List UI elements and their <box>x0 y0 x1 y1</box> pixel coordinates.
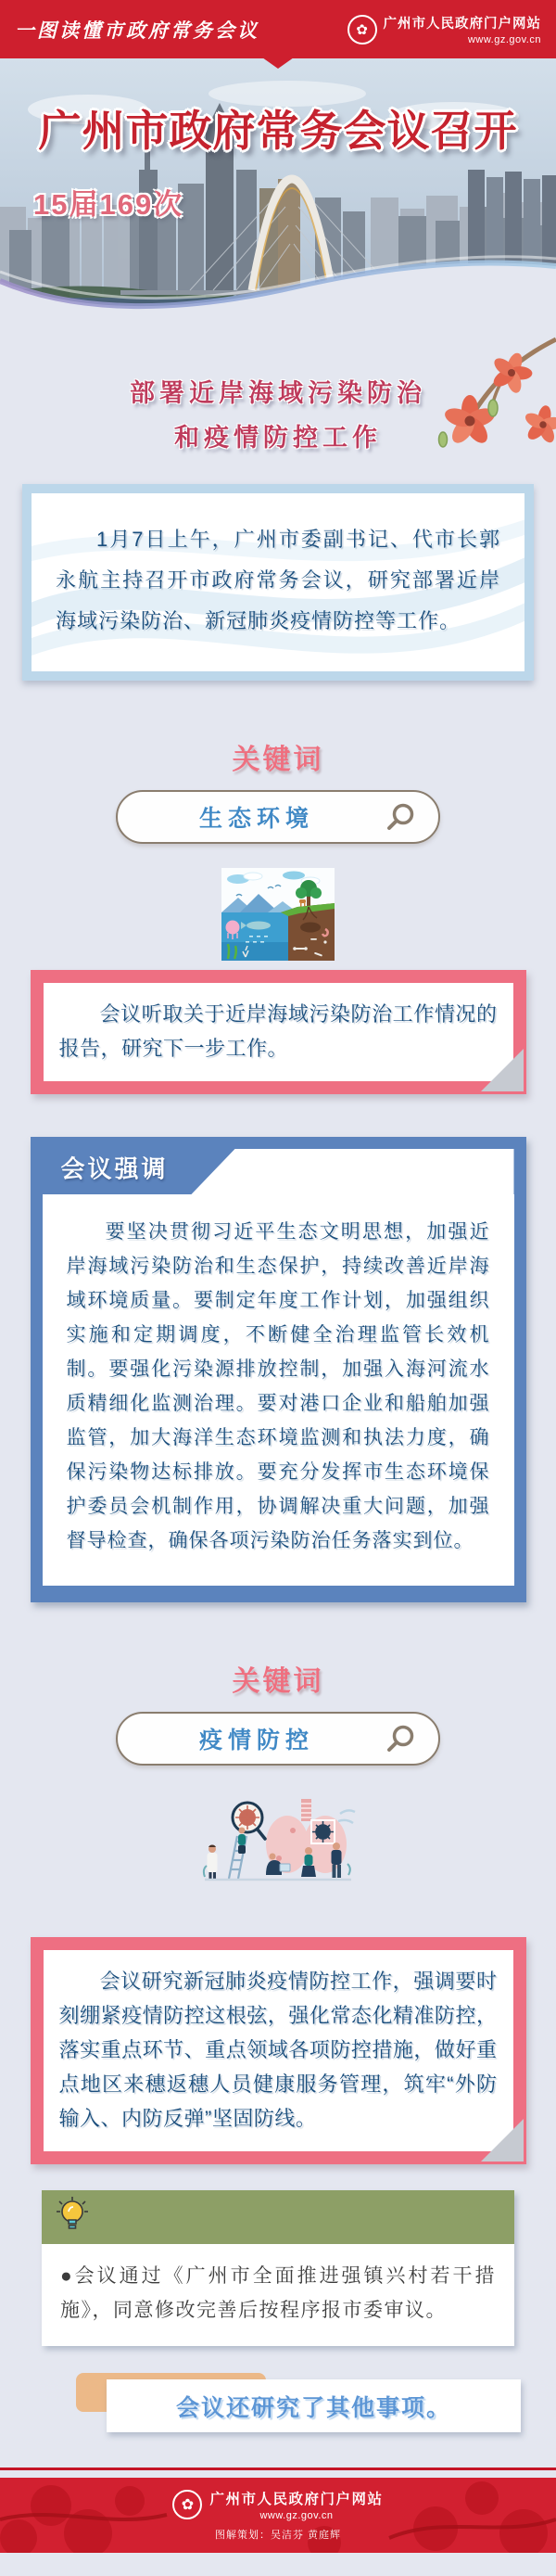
lightbulb-icon <box>53 2195 92 2239</box>
corner-fold-decoration <box>481 1049 524 1091</box>
ecosystem-illustration-wrap <box>0 868 556 961</box>
emphasis-body <box>43 1194 514 1586</box>
other-matters-block <box>0 2379 556 2437</box>
note-card-header <box>42 2190 514 2244</box>
subtitle-line-1: 部署近岸海域污染防治 <box>130 379 426 407</box>
corner-fold-decoration <box>481 2119 524 2162</box>
other-matters-card <box>107 2379 521 2432</box>
emphasis-tab-label: 会议强调 <box>60 1154 169 1183</box>
epidemic-prevention-illustration <box>199 1793 357 1891</box>
subtitle-line-2: 和疫情防控工作 <box>174 424 382 452</box>
emphasis-text: 要坚决贯彻习近平生态文明思想，加强近岸海域污染防治和生态保护，持续改善近岸海域环境质量。要制定年度工作计划，加强组织实施和定期调度，不断健全治理监管长效机制。要强化污染源排放控制，加强入海河流水质精细化监测治理。要对港口企业和船舶加强监管，加大海洋生态环境监测和执法力度，确保污染物达标排放。要充分发挥市生态环境保护委员会机制作用，协调解决重大问题，加强督导检查，确保各项污染防治任务落实到位。 <box>66 1221 490 1551</box>
keyword-pill-epidemic <box>116 1712 440 1766</box>
gov-flower-logo-icon: ✿ <box>348 15 377 45</box>
wave-divider <box>0 255 556 334</box>
top-bar <box>0 0 556 58</box>
gov-flower-logo-icon: ✿ <box>172 2490 202 2519</box>
epidemic-illustration-wrap <box>0 1793 556 1891</box>
keyword-pill-ecology <box>116 790 440 844</box>
summary-card-epidemic <box>31 1937 526 2164</box>
keyword-heading-2: 关键词 <box>232 1666 324 1697</box>
site-url: www.gz.gov.cn <box>467 34 541 45</box>
site-name: 广州市人民政府门户网站 <box>383 17 541 32</box>
summary-card-ecology <box>31 970 526 1094</box>
intro-card-inner <box>32 493 524 671</box>
emphasis-tab-row <box>43 1137 514 1194</box>
site-badge <box>348 13 542 45</box>
hero-photo-section <box>0 58 556 332</box>
note-card-body <box>42 2244 514 2346</box>
footer-site-text <box>209 2488 383 2521</box>
summary-text-ecology: 会议听取关于近岸海域污染防治工作情况的报告，研究下一步工作。 <box>58 1002 498 1060</box>
footer-brand <box>0 2478 556 2521</box>
footer-credits: 图解策划：吴洁芬 黄庭辉 <box>214 2530 342 2541</box>
ecosystem-illustration <box>221 868 335 961</box>
keyword-heading-1: 关键词 <box>232 745 324 775</box>
keyword-pill-label: 生态环境 <box>198 806 314 832</box>
note-text: ●会议通过《广州市全面推进强镇兴村若干措施》，同意修改完善后按程序报市委审议。 <box>60 2265 496 2321</box>
hero-title: 广州市政府常务会议召开 <box>38 107 518 155</box>
search-icon <box>385 1723 416 1754</box>
keyword-pill-label: 疫情防控 <box>198 1728 314 1753</box>
session-number: 15届169次 <box>33 188 184 221</box>
intro-text: 1月7日上午，广州市委副书记、代市长郭永航主持召开市政府常务会议，研究部署近岸海域污染防治、新冠肺炎疫情防控等工作。 <box>56 528 500 632</box>
note-card <box>42 2190 514 2346</box>
site-text <box>384 13 542 45</box>
other-matters-text: 会议还研究了其他事项。 <box>175 2394 451 2421</box>
footer-site-url: www.gz.gov.cn <box>259 2510 334 2521</box>
emphasis-card <box>31 1137 526 1602</box>
footer-site-name: 广州市人民政府门户网站 <box>209 2492 384 2507</box>
top-slogan: 一图读懂市政府常务会议 <box>15 18 259 42</box>
subtitle-block <box>0 371 556 460</box>
summary-text-epidemic: 会议研究新冠肺炎疫情防控工作，强调要时刻绷紧疫情防控这根弦，强化常态化精准防控，落实重点环节、重点领域各项防控措施，做好重点地区来穗返穗人员健康服务管理，筑牢“外防输入、内防反弹”坚固防线。 <box>58 1970 498 2130</box>
footer <box>0 2478 556 2553</box>
intro-card <box>22 484 534 681</box>
search-icon <box>385 801 416 833</box>
tab-notch-decoration <box>191 1149 514 1195</box>
footer-separator-line <box>0 2468 556 2470</box>
